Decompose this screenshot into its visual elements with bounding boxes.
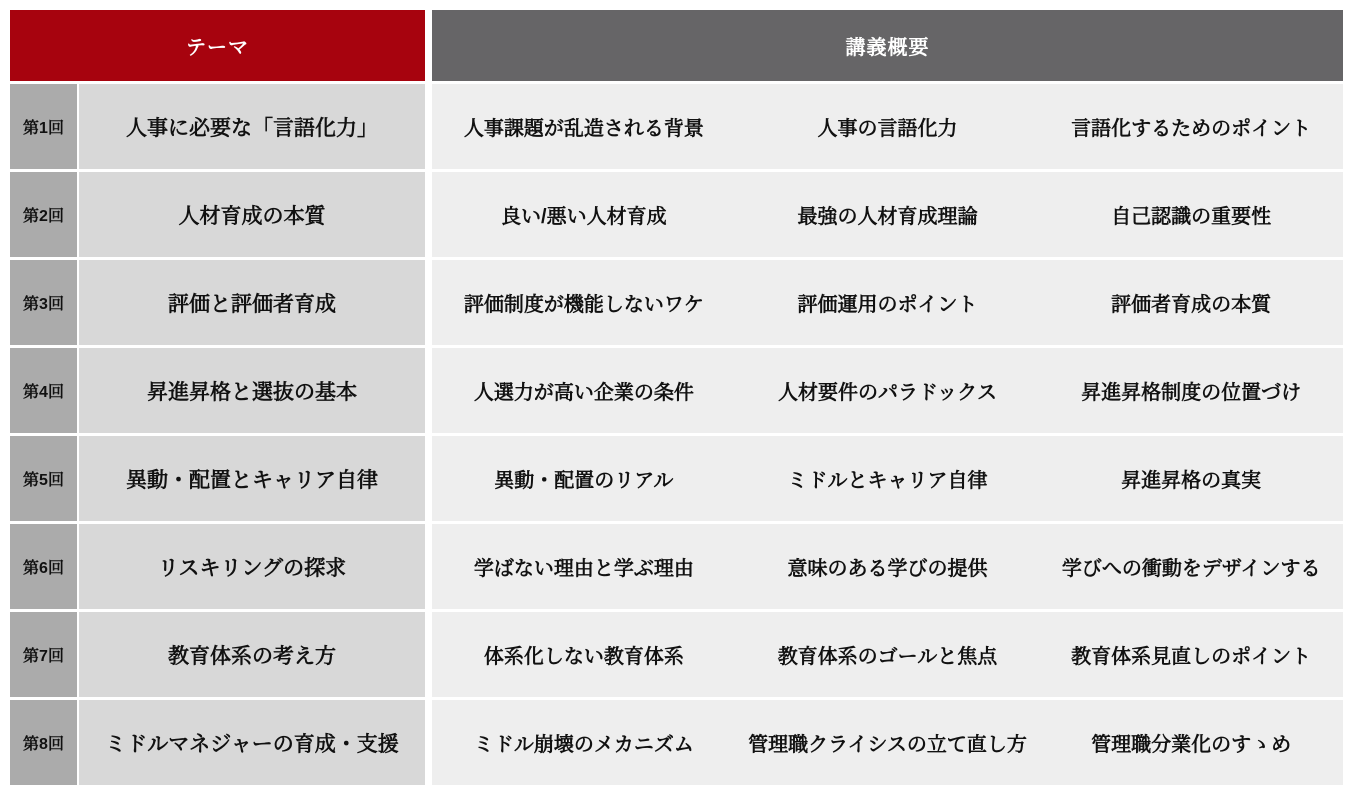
overview-item: 人事の言語化力 xyxy=(817,118,958,140)
overview-cell xyxy=(432,260,1343,345)
overview-cell xyxy=(432,84,1343,169)
overview-item: 学びへの衝動をデザインする xyxy=(1061,558,1321,580)
table-row-3 xyxy=(10,260,1343,345)
theme-cell: 人材育成の本質 xyxy=(79,172,425,257)
table-row-2 xyxy=(10,172,1343,257)
round-label: 第3回 xyxy=(10,260,77,345)
overview-item: 人選力が高い企業の条件 xyxy=(473,382,694,404)
round-label: 第7回 xyxy=(10,612,77,697)
overview-item: 自己認識の重要性 xyxy=(1111,206,1272,228)
overview-cell xyxy=(432,700,1343,785)
overview-item: 昇進昇格の真実 xyxy=(1121,470,1262,492)
overview-item: 昇進昇格制度の位置づけ xyxy=(1081,382,1302,404)
overview-cell xyxy=(432,436,1343,521)
overview-cell xyxy=(432,172,1343,257)
round-label: 第1回 xyxy=(10,84,77,169)
theme-column-header: テーマ xyxy=(10,10,425,81)
overview-cell xyxy=(432,348,1343,433)
lecture-table xyxy=(10,10,1343,785)
overview-item: ミドルとキャリア自律 xyxy=(787,470,988,492)
table-row-4 xyxy=(10,348,1343,433)
table-row-6 xyxy=(10,524,1343,609)
overview-item: 異動・配置のリアル xyxy=(494,470,674,492)
overview-column-header: 講義概要 xyxy=(432,10,1343,81)
overview-item: 良い/悪い人材育成 xyxy=(501,206,667,228)
overview-item: 教育体系見直しのポイント xyxy=(1071,646,1312,668)
table-row-8 xyxy=(10,700,1343,785)
table-row-7 xyxy=(10,612,1343,697)
theme-cell: 教育体系の考え方 xyxy=(79,612,425,697)
theme-cell: リスキリングの探求 xyxy=(79,524,425,609)
theme-cell: 異動・配置とキャリア自律 xyxy=(79,436,425,521)
table-header-row xyxy=(10,10,1343,81)
round-label: 第8回 xyxy=(10,700,77,785)
overview-cell xyxy=(432,524,1343,609)
overview-item: 学ばない理由と学ぶ理由 xyxy=(473,558,694,580)
round-label: 第6回 xyxy=(10,524,77,609)
overview-item: 体系化しない教育体系 xyxy=(483,646,684,668)
overview-item: ミドル崩壊のメカニズム xyxy=(473,734,694,756)
table-row-5 xyxy=(10,436,1343,521)
overview-item: 管理職分業化のすゝめ xyxy=(1091,734,1292,756)
round-label: 第5回 xyxy=(10,436,77,521)
theme-cell: ミドルマネジャーの育成・支援 xyxy=(79,700,425,785)
overview-item: 最強の人材育成理論 xyxy=(797,206,978,228)
theme-cell: 人事に必要な「言語化力」 xyxy=(79,84,425,169)
overview-item: 管理職クライシスの立て直し方 xyxy=(748,734,1027,756)
overview-item: 教育体系のゴールと焦点 xyxy=(777,646,998,668)
overview-item: 評価運用のポイント xyxy=(797,294,978,316)
overview-item: 意味のある学びの提供 xyxy=(787,558,988,580)
theme-cell: 評価と評価者育成 xyxy=(79,260,425,345)
overview-item: 評価制度が機能しないワケ xyxy=(463,294,704,316)
overview-item: 言語化するためのポイント xyxy=(1071,118,1312,140)
round-label: 第4回 xyxy=(10,348,77,433)
round-label: 第2回 xyxy=(10,172,77,257)
overview-cell xyxy=(432,612,1343,697)
overview-item: 人事課題が乱造される背景 xyxy=(463,118,704,140)
overview-item: 評価者育成の本質 xyxy=(1111,294,1272,316)
table-row-1 xyxy=(10,84,1343,169)
theme-cell: 昇進昇格と選抜の基本 xyxy=(79,348,425,433)
overview-item: 人材要件のパラドックス xyxy=(777,382,997,404)
